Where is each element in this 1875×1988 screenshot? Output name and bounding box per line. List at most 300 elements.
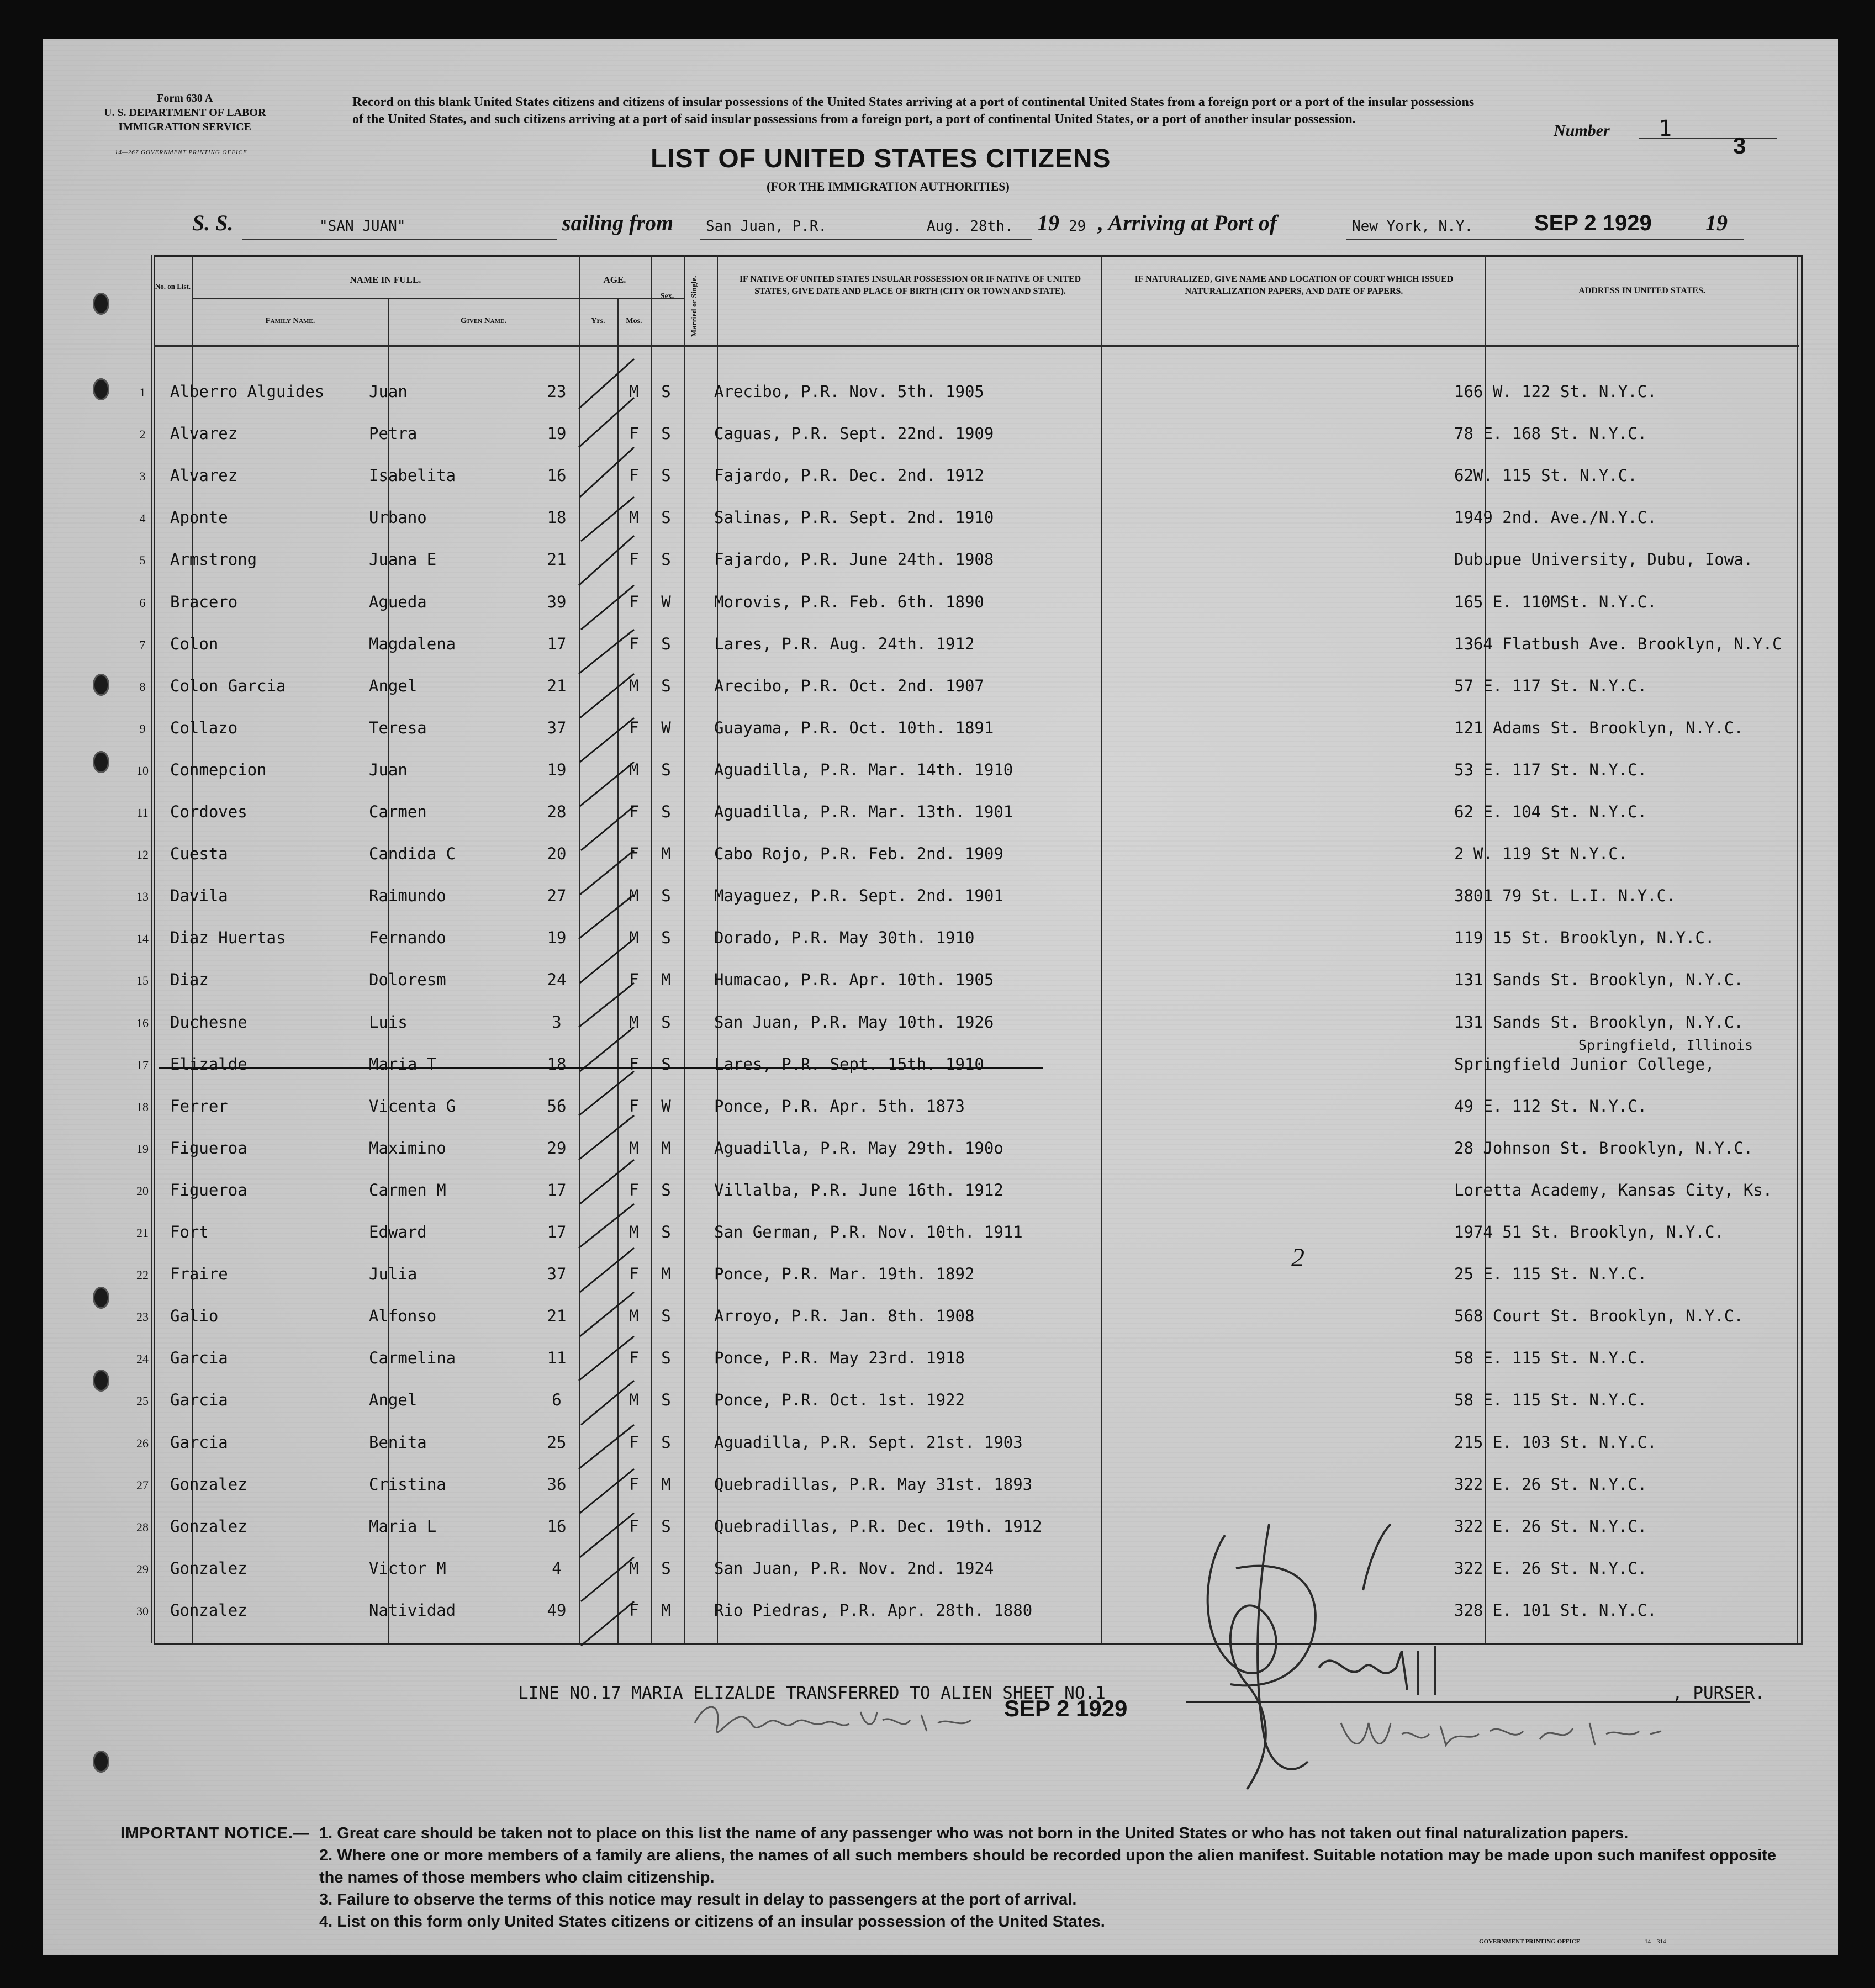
sex: F — [629, 592, 639, 611]
birth-info: Humacao, P.R. Apr. 10th. 1905 — [714, 970, 994, 990]
row-number: 13 — [136, 890, 149, 904]
marital-status: M — [661, 1474, 671, 1494]
sex: M — [629, 508, 639, 527]
table-row — [43, 454, 1838, 496]
row-number: 3 — [139, 469, 146, 484]
col-header-sex: Sex. — [660, 292, 674, 300]
family-name: Colon — [170, 634, 219, 653]
col-header-birth: IF NATIVE OF UNITED STATES INSULAR POSSESSION OR IF NATIVE OF UNITED STATES, GIVE DATE AND PLACE OF BIRTH (CITY OR TOWN AND STATE). — [739, 274, 1081, 296]
birth-info: Aguadilla, P.R. May 29th. 190o — [714, 1138, 1003, 1157]
address-correction: Springfield, Illinois — [1578, 1037, 1753, 1053]
age-years: 19 — [547, 760, 567, 779]
col-header-name: NAME IN FULL. — [350, 274, 421, 285]
family-name: Fort — [170, 1223, 209, 1241]
table-row — [43, 1001, 1838, 1043]
family-name: Bracero — [170, 592, 238, 611]
binder-hole — [93, 378, 109, 400]
age-years: 37 — [547, 718, 567, 737]
age-years: 56 — [547, 1096, 567, 1115]
row-number: 22 — [136, 1268, 149, 1282]
notice-item: 4. List on this form only United States citizens or citizens of an insular possession of the United States. — [319, 1913, 1105, 1931]
number-label: Number — [1554, 121, 1610, 140]
birth-info: Dorado, P.R. May 30th. 1910 — [714, 928, 975, 948]
age-years: 17 — [547, 1223, 567, 1241]
marital-status: S — [661, 382, 671, 401]
table-row — [43, 1037, 1838, 1085]
marital-status: W — [661, 592, 671, 611]
marital-status: S — [661, 1390, 671, 1410]
family-name: Diaz Huertas — [170, 928, 286, 948]
age-years: 21 — [547, 1307, 567, 1326]
notice-item: 3. Failure to observe the terms of this notice may result in delay to passengers at the port of arrival. — [319, 1891, 1077, 1908]
birth-info: Aguadilla, P.R. Mar. 13th. 1901 — [714, 802, 1013, 821]
form-code-footer: 14—314 — [1645, 1938, 1666, 1945]
manifest-sheet — [43, 39, 1838, 1955]
header-subline — [192, 298, 684, 299]
arrival-date-stamp: SEP 2 1929 — [1534, 211, 1652, 235]
address: 62W. 115 St. N.Y.C. — [1454, 466, 1638, 485]
sex: M — [629, 382, 639, 401]
row-number: 24 — [136, 1352, 149, 1366]
table-row — [43, 580, 1838, 622]
marital-status: S — [661, 928, 671, 948]
sex: F — [629, 1600, 639, 1620]
table-row — [43, 1169, 1838, 1210]
sex: F — [629, 1349, 639, 1368]
table-row — [43, 916, 1838, 958]
age-years: 17 — [547, 634, 567, 653]
marital-status: S — [661, 1516, 671, 1536]
table-row — [43, 958, 1838, 1000]
arrival-underline — [1346, 239, 1744, 240]
row-number: 27 — [136, 1478, 149, 1492]
form-number: Form 630 A — [157, 92, 213, 104]
notice-heading: IMPORTANT NOTICE.— — [120, 1825, 310, 1842]
row-number: 4 — [139, 511, 146, 526]
address: 53 E. 117 St. N.Y.C. — [1454, 760, 1647, 779]
sex: F — [629, 550, 639, 569]
address: 28 Johnson St. Brooklyn, N.Y.C. — [1454, 1138, 1753, 1157]
birth-info: Rio Piedras, P.R. Apr. 28th. 1880 — [714, 1600, 1033, 1620]
inspector-signature-right — [1330, 1701, 1672, 1762]
sex: F — [629, 1265, 639, 1284]
sex: F — [629, 1054, 639, 1074]
family-name: Figueroa — [170, 1138, 247, 1157]
printing-office-footer: GOVERNMENT PRINTING OFFICE — [1479, 1938, 1581, 1945]
address: 215 E. 103 St. N.Y.C. — [1454, 1432, 1657, 1452]
table-row — [43, 412, 1838, 454]
table-row — [43, 874, 1838, 916]
address: 1974 51 St. Brooklyn, N.Y.C. — [1454, 1223, 1724, 1241]
address: 62 E. 104 St. N.Y.C. — [1454, 802, 1647, 821]
table-row — [43, 790, 1838, 832]
row-number: 28 — [136, 1520, 149, 1534]
age-years: 39 — [547, 592, 567, 611]
service-name: IMMIGRATION SERVICE — [118, 121, 252, 133]
age-years: 29 — [547, 1138, 567, 1157]
col-header-married: Married or Single. — [690, 276, 699, 337]
family-name: Garcia — [170, 1349, 228, 1368]
sex: F — [629, 1180, 639, 1199]
purser-signature — [1181, 1502, 1523, 1822]
table-row — [43, 1127, 1838, 1169]
marital-status: S — [661, 634, 671, 653]
age-years: 36 — [547, 1474, 567, 1494]
address: 1949 2nd. Ave./N.Y.C. — [1454, 508, 1657, 527]
birth-info: Lares, P.R. Aug. 24th. 1912 — [714, 634, 975, 653]
naturalization-mark: 2 — [1291, 1243, 1304, 1272]
age-years: 16 — [547, 466, 567, 485]
header-bottom-line — [154, 345, 1799, 347]
given-name: Candida C — [369, 844, 456, 864]
table-row — [43, 1378, 1838, 1420]
birth-info: San German, P.R. Nov. 10th. 1911 — [714, 1223, 1023, 1241]
family-name: Collazo — [170, 718, 238, 737]
marital-status: S — [661, 1432, 671, 1452]
given-name: Isabelita — [369, 466, 456, 485]
age-years: 11 — [547, 1349, 567, 1368]
age-years: 24 — [547, 970, 567, 990]
given-name: Luis — [369, 1012, 408, 1032]
marital-status: S — [661, 466, 671, 485]
sex: M — [629, 676, 639, 695]
sailing-label: sailing from — [562, 210, 674, 235]
given-name: Angel — [369, 1390, 418, 1410]
ss-label: S. S. — [192, 210, 234, 235]
birth-info: Guayama, P.R. Oct. 10th. 1891 — [714, 718, 994, 737]
family-name: Alvarez — [170, 424, 238, 443]
birth-info: Villalba, P.R. June 16th. 1912 — [714, 1180, 1003, 1199]
address: 165 E. 110MSt. N.Y.C. — [1454, 592, 1657, 611]
given-name: Urbano — [369, 508, 427, 527]
sex: F — [629, 424, 639, 443]
given-name: Carmen — [369, 802, 427, 821]
sex: F — [629, 1516, 639, 1536]
age-years: 18 — [547, 508, 567, 527]
ship-underline — [242, 239, 557, 240]
birth-info: Salinas, P.R. Sept. 2nd. 1910 — [714, 508, 994, 527]
given-name: Edward — [369, 1223, 427, 1241]
address: 121 Adams St. Brooklyn, N.Y.C. — [1454, 718, 1744, 737]
marital-status: S — [661, 1223, 671, 1241]
row-number: 7 — [139, 637, 146, 652]
age-years: 4 — [552, 1558, 562, 1578]
row-number: 26 — [136, 1436, 149, 1450]
address: 322 E. 26 St. N.Y.C. — [1454, 1558, 1647, 1578]
binder-hole — [93, 1751, 109, 1773]
page-title: LIST OF UNITED STATES CITIZENS — [651, 144, 1111, 173]
row-number: 21 — [136, 1226, 149, 1240]
table-row — [43, 1505, 1838, 1547]
col-header-address: ADDRESS IN UNITED STATES. — [1578, 286, 1705, 295]
address: 131 Sands St. Brooklyn, N.Y.C. — [1454, 1012, 1744, 1032]
age-years: 16 — [547, 1516, 567, 1536]
birth-info: San Juan, P.R. May 10th. 1926 — [714, 1012, 994, 1032]
table-row — [43, 622, 1838, 664]
binder-hole — [93, 751, 109, 773]
address: 3801 79 St. L.I. N.Y.C. — [1454, 886, 1676, 906]
age-years: 49 — [547, 1600, 567, 1620]
table-row — [43, 1210, 1838, 1252]
family-name: Figueroa — [170, 1180, 247, 1199]
sex: F — [629, 1432, 639, 1452]
row-number: 8 — [139, 679, 146, 694]
binder-hole — [93, 1287, 109, 1309]
birth-info: Aguadilla, P.R. Mar. 14th. 1910 — [714, 760, 1013, 779]
sex: F — [629, 844, 639, 864]
sailing-year-suffix: 29 — [1069, 218, 1086, 235]
birth-info: Arecibo, P.R. Oct. 2nd. 1907 — [714, 676, 984, 695]
birth-info: Lares, P.R. Sept. 15th. 1910 — [714, 1054, 984, 1074]
table-row — [43, 664, 1838, 706]
sex: M — [629, 760, 639, 779]
table-row — [43, 1589, 1838, 1631]
age-years: 20 — [547, 844, 567, 864]
row-number: 10 — [136, 763, 149, 778]
sex: F — [629, 466, 639, 485]
marital-status: W — [661, 1096, 671, 1115]
row-number: 6 — [139, 595, 146, 610]
family-name: Alberro Alguides — [170, 382, 325, 401]
given-name: Natividad — [369, 1600, 456, 1620]
age-years: 27 — [547, 886, 567, 906]
marital-status: S — [661, 886, 671, 906]
transfer-note: LINE NO.17 MARIA ELIZALDE TRANSFERRED TO ALIEN SHEET NO.1 — [518, 1683, 1106, 1703]
table-row — [43, 1421, 1838, 1463]
address: Springfield Junior College, — [1454, 1054, 1715, 1074]
sex: M — [629, 1307, 639, 1326]
marital-status: S — [661, 508, 671, 527]
family-name: Garcia — [170, 1432, 228, 1452]
sex: F — [629, 1474, 639, 1494]
address: 568 Court St. Brooklyn, N.Y.C. — [1454, 1307, 1744, 1326]
table-row — [43, 1336, 1838, 1378]
given-name: Carmelina — [369, 1349, 456, 1368]
marital-status: M — [661, 1600, 671, 1620]
given-name: Cristina — [369, 1474, 446, 1494]
row-number: 19 — [136, 1141, 149, 1156]
marital-status: M — [661, 844, 671, 864]
col-header-mos: Mos. — [626, 317, 642, 325]
address: 58 E. 115 St. N.Y.C. — [1454, 1390, 1647, 1410]
arriving-label: , Arriving at Port of — [1098, 210, 1277, 235]
age-years: 19 — [547, 424, 567, 443]
marital-status: S — [661, 760, 671, 779]
birth-info: Ponce, P.R. Apr. 5th. 1873 — [714, 1096, 965, 1115]
marital-status: S — [661, 1180, 671, 1199]
given-name: Angel — [369, 676, 418, 695]
birth-info: Arroyo, P.R. Jan. 8th. 1908 — [714, 1307, 975, 1326]
table-row — [43, 832, 1838, 874]
notice-item: 2. Where one or more members of a family are aliens, the names of all such members should be recorded upon the alien manifest. Suitable notation may be made upon such manifest opposite the names of those members who claim citizenship. — [319, 1847, 1777, 1886]
inspection-stamp: SEP 2 1929 — [1004, 1695, 1128, 1721]
page-number: 3 — [1733, 133, 1746, 158]
birth-info: Quebradillas, P.R. May 31st. 1893 — [714, 1474, 1033, 1494]
ship-name: "SAN JUAN" — [319, 218, 406, 235]
binder-hole — [93, 674, 109, 696]
row-number: 17 — [136, 1058, 149, 1072]
address: 78 E. 168 St. N.Y.C. — [1454, 424, 1647, 443]
sailing-underline — [700, 239, 1032, 240]
age-years: 37 — [547, 1265, 567, 1284]
row-number: 16 — [136, 1016, 149, 1030]
given-name: Fernando — [369, 928, 446, 948]
sex: M — [629, 1223, 639, 1241]
binder-hole — [93, 1370, 109, 1392]
address: 49 E. 112 St. N.Y.C. — [1454, 1096, 1647, 1115]
birth-info: Morovis, P.R. Feb. 6th. 1890 — [714, 592, 984, 611]
address: Loretta Academy, Kansas City, Ks. — [1454, 1180, 1773, 1199]
row-number: 11 — [136, 806, 149, 819]
col-header-family: Family Name. — [265, 316, 315, 325]
row-number: 15 — [136, 974, 149, 988]
given-name: Petra — [369, 424, 418, 443]
birth-info: Aguadilla, P.R. Sept. 21st. 1903 — [714, 1432, 1023, 1452]
table-row — [43, 706, 1838, 748]
row-number: 29 — [136, 1562, 149, 1576]
binder-hole — [93, 293, 109, 315]
row-number: 20 — [136, 1183, 149, 1198]
sex: M — [629, 1012, 639, 1032]
address: 25 E. 115 St. N.Y.C. — [1454, 1265, 1647, 1284]
marital-status: S — [661, 676, 671, 695]
marital-status: S — [661, 1054, 671, 1074]
marital-status: S — [661, 1012, 671, 1032]
printing-note: 14—267 GOVERNMENT PRINTING OFFICE — [115, 149, 247, 156]
row-number: 14 — [136, 932, 149, 946]
given-name: Julia — [369, 1265, 418, 1284]
address: 131 Sands St. Brooklyn, N.Y.C. — [1454, 970, 1744, 990]
given-name: Teresa — [369, 718, 427, 737]
given-name: Vicenta G — [369, 1096, 456, 1115]
marital-status: M — [661, 970, 671, 990]
row-number: 2 — [139, 427, 146, 442]
row-number: 9 — [139, 721, 146, 736]
family-name: Duchesne — [170, 1012, 247, 1032]
col-header-yrs: Yrs. — [591, 317, 605, 325]
birth-info: Quebradillas, P.R. Dec. 19th. 1912 — [714, 1516, 1042, 1536]
age-years: 18 — [547, 1054, 567, 1074]
age-years: 25 — [547, 1432, 567, 1452]
family-name: Davila — [170, 886, 228, 906]
table-row — [43, 1252, 1838, 1294]
address: 57 E. 117 St. N.Y.C. — [1454, 676, 1647, 695]
family-name: Gonzalez — [170, 1516, 247, 1536]
age-years: 19 — [547, 928, 567, 948]
purser-label: , PURSER. — [1672, 1683, 1765, 1703]
table-row — [43, 1085, 1838, 1127]
sex: M — [629, 1390, 639, 1410]
table-row — [43, 748, 1838, 790]
age-years: 21 — [547, 676, 567, 695]
birth-info: Ponce, P.R. Oct. 1st. 1922 — [714, 1390, 965, 1410]
table-row — [43, 1463, 1838, 1505]
family-name: Colon Garcia — [170, 676, 286, 695]
department-name: U. S. DEPARTMENT OF LABOR — [104, 107, 266, 119]
given-name: Maria L — [369, 1516, 437, 1536]
family-name: Armstrong — [170, 550, 257, 569]
page-subtitle: (FOR THE IMMIGRATION AUTHORITIES) — [767, 179, 1010, 193]
table-row — [43, 538, 1838, 580]
marital-status: S — [661, 1349, 671, 1368]
address: 58 E. 115 St. N.Y.C. — [1454, 1349, 1647, 1368]
sailing-port: San Juan, P.R. — [706, 218, 827, 235]
sex: M — [629, 928, 639, 948]
given-name: Carmen M — [369, 1180, 446, 1199]
sex: F — [629, 802, 639, 821]
given-name: Maria T — [369, 1054, 437, 1074]
arrival-port: New York, N.Y. — [1352, 218, 1473, 235]
given-name: Doloresm — [369, 970, 446, 990]
row-number: 1 — [139, 385, 146, 399]
sex: F — [629, 718, 639, 737]
row-number: 30 — [136, 1604, 149, 1618]
row-number: 25 — [136, 1394, 149, 1408]
age-years: 23 — [547, 382, 567, 401]
row-number: 5 — [139, 553, 146, 568]
marital-status: S — [661, 1558, 671, 1578]
sex: F — [629, 634, 639, 653]
sex: M — [629, 1558, 639, 1578]
given-name: Juan — [369, 382, 408, 401]
family-name: Fraire — [170, 1265, 228, 1284]
given-name: Magdalena — [369, 634, 456, 653]
family-name: Diaz — [170, 970, 209, 990]
birth-info: Ponce, P.R. May 23rd. 1918 — [714, 1349, 965, 1368]
row-number: 18 — [136, 1099, 149, 1114]
birth-info: Fajardo, P.R. June 24th. 1908 — [714, 550, 994, 569]
address: 322 E. 26 St. N.Y.C. — [1454, 1516, 1647, 1536]
table-row — [43, 370, 1838, 412]
col-header-no: No. on List. — [155, 282, 191, 290]
number-value: 1 — [1659, 116, 1672, 141]
table-row — [43, 1547, 1838, 1589]
address: Dubupue University, Dubu, Iowa. — [1454, 550, 1753, 569]
birth-info: Ponce, P.R. Mar. 19th. 1892 — [714, 1265, 975, 1284]
given-name: Raimundo — [369, 886, 446, 906]
age-years: 3 — [552, 1012, 562, 1032]
birth-info: Cabo Rojo, P.R. Feb. 2nd. 1909 — [714, 844, 1003, 864]
age-years: 28 — [547, 802, 567, 821]
given-name: Victor M — [369, 1558, 446, 1578]
family-name: Garcia — [170, 1390, 228, 1410]
birth-info: Fajardo, P.R. Dec. 2nd. 1912 — [714, 466, 984, 485]
row-number: 23 — [136, 1310, 149, 1324]
family-name: Cuesta — [170, 844, 228, 864]
table-row — [43, 1294, 1838, 1336]
marital-status: M — [661, 1138, 671, 1157]
birth-info: San Juan, P.R. Nov. 2nd. 1924 — [714, 1558, 994, 1578]
marital-status: S — [661, 550, 671, 569]
birth-info: Caguas, P.R. Sept. 22nd. 1909 — [714, 424, 994, 443]
given-name: Alfonso — [369, 1307, 437, 1326]
col-header-given: Given Name. — [460, 316, 507, 325]
row-number: 12 — [136, 848, 149, 862]
marital-status: S — [661, 1307, 671, 1326]
family-name: Cordoves — [170, 802, 247, 821]
given-name: Maximino — [369, 1138, 446, 1157]
address: 119 15 St. Brooklyn, N.Y.C. — [1454, 928, 1715, 948]
given-name: Juana E — [369, 550, 437, 569]
sex: F — [629, 1096, 639, 1115]
family-name: Galio — [170, 1307, 219, 1326]
birth-info: Arecibo, P.R. Nov. 5th. 1905 — [714, 382, 984, 401]
form-identifier — [104, 91, 266, 134]
given-name: Juan — [369, 760, 408, 779]
sex: F — [629, 970, 639, 990]
inspector-signature-left — [684, 1690, 993, 1751]
arrival-year-prefix: 19 — [1705, 210, 1728, 235]
